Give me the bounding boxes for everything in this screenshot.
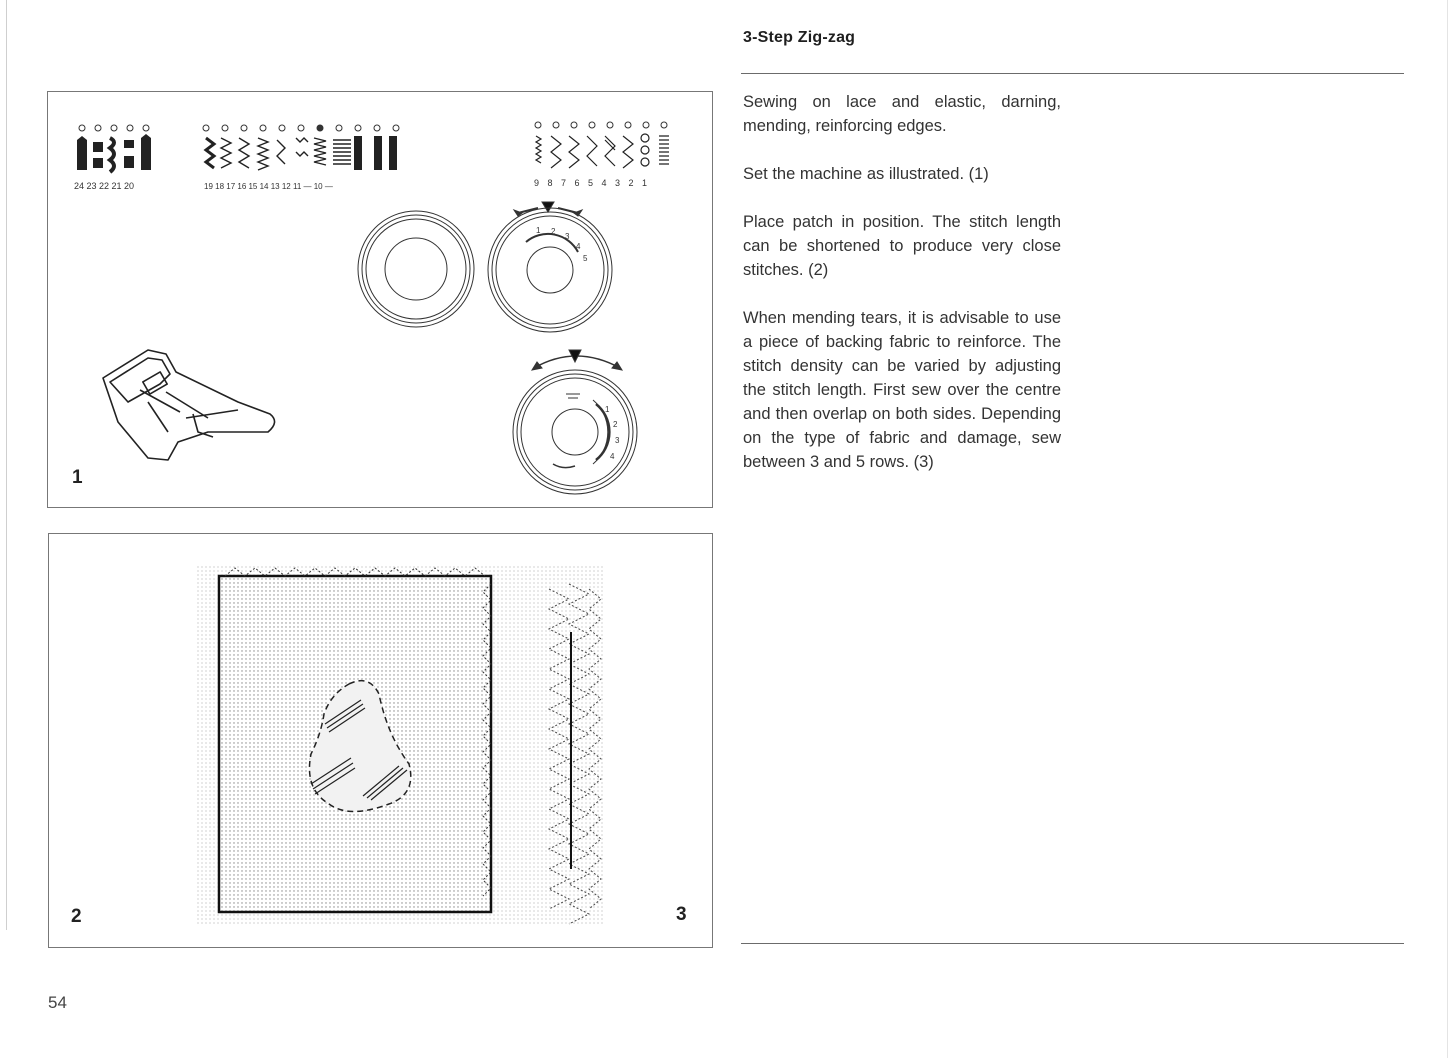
figure-1-label: 1	[72, 467, 83, 488]
patch-darning-illustration	[49, 534, 712, 947]
figure-3-label: 3	[676, 904, 687, 925]
bottom-rule	[741, 943, 1404, 944]
stitch-numbers-left: 24 23 22 21 20	[74, 181, 135, 191]
page-gutter-left	[6, 0, 7, 930]
paragraph-mending: When mending tears, it is advisable to use a piece of backing fabric to reinforce. The stitch density can be varied by adjusting the stitch length. First sew over the centre and then overlap on both sides. Depending on the type of fabric and damage, sew between 3 and 5 rows. (3)	[743, 309, 1061, 471]
instruction-text	[743, 90, 1061, 498]
presser-foot-icon	[103, 350, 275, 460]
width-tick-5: 5	[583, 254, 588, 263]
width-tick-3: 3	[565, 232, 570, 241]
length-tick-3: 3	[615, 436, 620, 445]
length-tick-2: 2	[613, 420, 618, 429]
stitch-width-dial-icon	[488, 202, 612, 332]
figure-1-drawing	[48, 92, 712, 507]
page-number: 54	[48, 993, 67, 1012]
paragraph-patch: Place patch in position. The stitch length can be shortened to produce very close stitches. (2)	[743, 213, 1061, 279]
stitch-length-dial-icon	[513, 350, 637, 494]
figure-2-3-darning	[48, 533, 713, 948]
width-tick-1: 1	[536, 226, 541, 235]
figure-1-machine-setup	[47, 91, 713, 508]
stitch-numbers-right: 9 8 7 6 5 4 3 2 1	[534, 178, 651, 188]
figure-2-label: 2	[71, 906, 82, 927]
page-gutter-right	[1447, 0, 1448, 1058]
stitch-numbers-mid: 19 18 17 16 15 14 13 12 11 — 10 —	[204, 182, 333, 191]
width-tick-2: 2	[551, 227, 556, 236]
paragraph-purpose: Sewing on lace and elastic, darning, mending, reinforcing edges.	[743, 93, 1061, 135]
stitch-selector-dial-icon	[358, 211, 474, 327]
paragraph-setup: Set the machine as illustrated. (1)	[743, 165, 989, 183]
section-title: 3-Step Zig-zag	[743, 29, 856, 46]
length-tick-1: 1	[605, 405, 610, 414]
length-tick-4: 4	[610, 452, 615, 461]
width-tick-4: 4	[576, 242, 581, 251]
title-rule	[741, 73, 1404, 74]
